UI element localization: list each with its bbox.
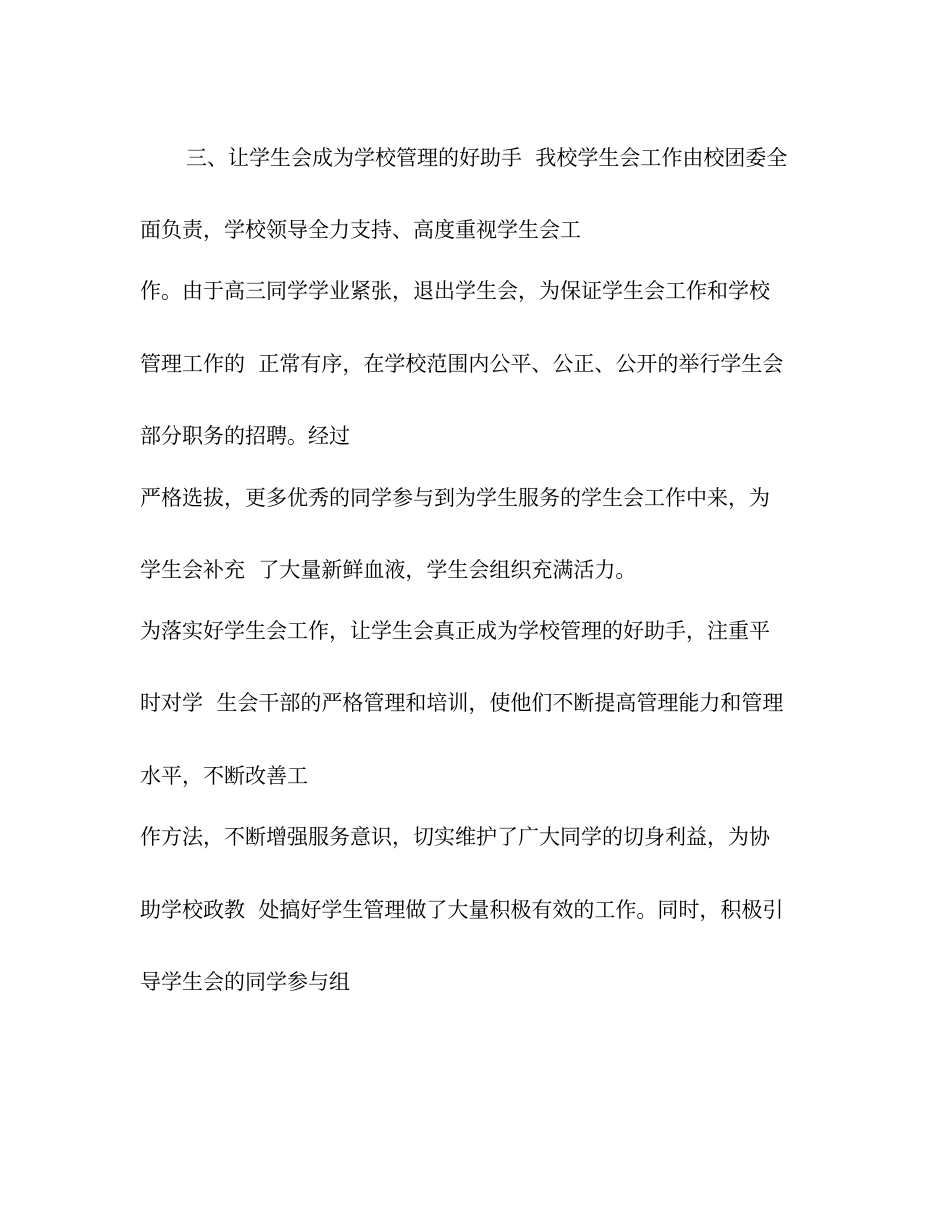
- text-line-11: 作方法，不断增强服务意识，切实维护了广大同学的切身利益，为协: [140, 825, 770, 849]
- text-line-6: 严格选拔，更多优秀的同学参与到为学生服务的学生会工作中来，为: [140, 486, 770, 510]
- text-line-7: 学生会补充 了大量新鲜血液，学生会组织充满活力。: [140, 558, 637, 582]
- text-line-13: 导学生会的同学参与组: [140, 970, 350, 994]
- text-line-2: 面负责，学校领导全力支持、高度重视学生会工: [140, 218, 581, 242]
- text-line-5: 部分职务的招聘。经过: [140, 424, 350, 448]
- text-line-1: 三、让学生会成为学校管理的好助手 我校学生会工作由校团委全: [186, 146, 788, 170]
- text-line-8: 为落实好学生会工作，让学生会真正成为学校管理的好助手，注重平: [140, 619, 770, 643]
- text-line-12: 助学校政教 处搞好学生管理做了大量积极有效的工作。同时，积极引: [140, 898, 784, 922]
- text-line-4: 管理工作的 正常有序，在学校范围内公平、公正、公开的举行学生会: [140, 352, 784, 376]
- text-line-9: 时对学 生会干部的严格管理和培训，使他们不断提高管理能力和管理: [140, 691, 784, 715]
- text-line-10: 水平，不断改善工: [140, 764, 308, 788]
- text-line-3: 作。由于高三同学学业紧张，退出学生会，为保证学生会工作和学校: [140, 279, 770, 303]
